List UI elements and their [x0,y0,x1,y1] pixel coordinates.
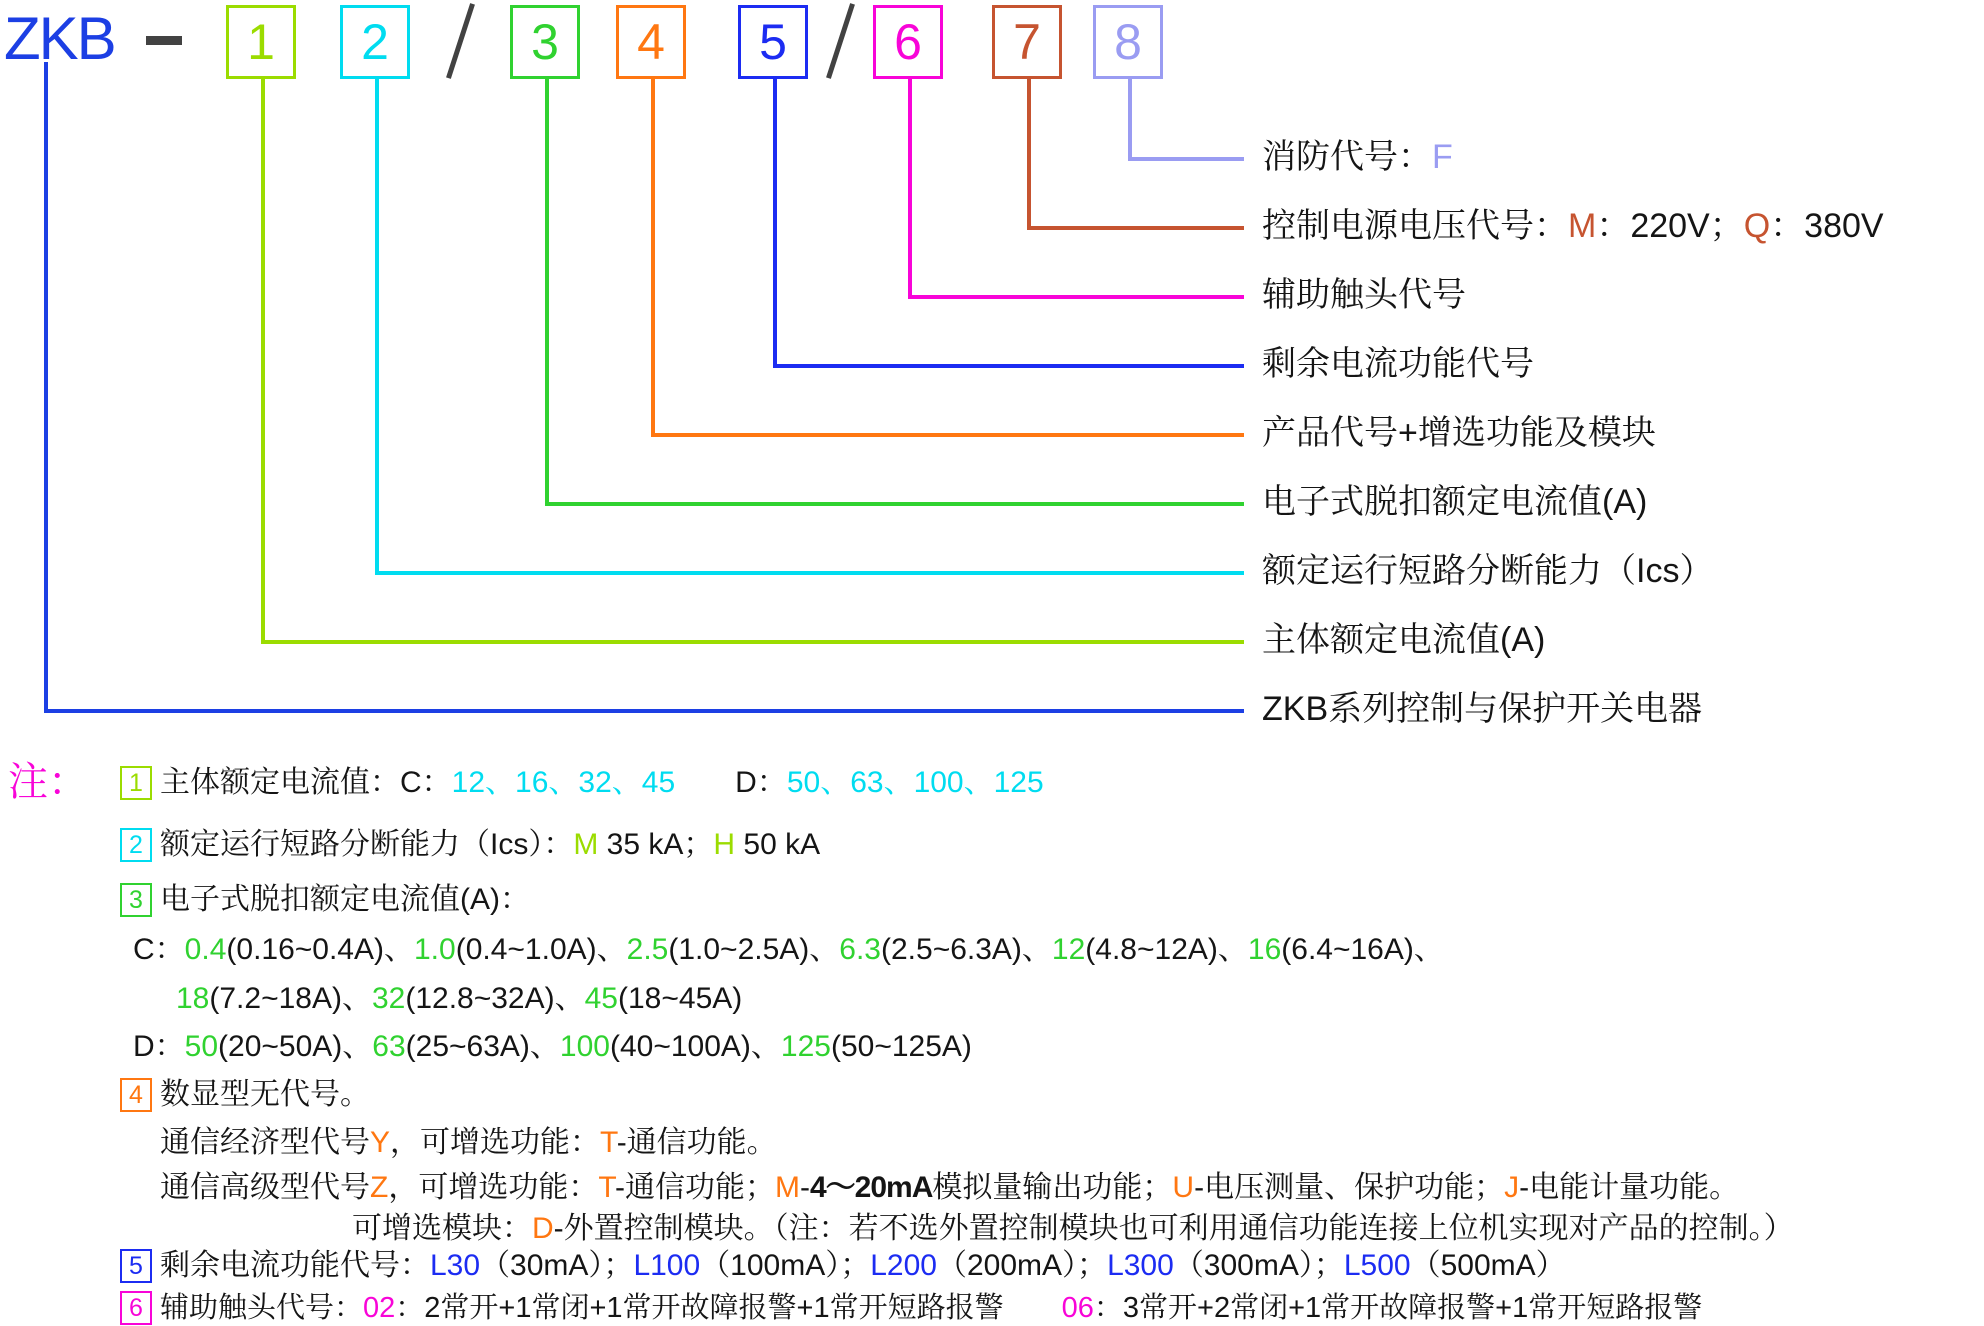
label-text: ：3常开+2常闭+1常开故障报警+1常开短路报警 [1093,1292,1703,1324]
label-text: 35 kA； [598,828,714,861]
label-text: D： [133,1030,185,1063]
code-box-digit: 5 [759,14,787,70]
code-box-digit: 2 [361,14,389,70]
code-value: H [713,828,736,861]
code-value: L30 [430,1249,481,1282]
label-text: (25~63A)、 [405,1030,560,1063]
label-text: 通信高级型代号 [160,1171,370,1204]
code-value: 12、16、32、45 [451,766,676,799]
code-value: J [1504,1171,1520,1204]
label-text: ，可增选功能： [388,1171,599,1204]
note-row-10 [352,1210,1794,1248]
label-text: ：220V； [1596,207,1744,245]
label-text: (0.16~0.4A)、 [226,933,414,966]
label-text: 剩余电流功能代号： [160,1249,430,1282]
connector-line-ZKB [44,62,1244,713]
code-value: 06 [1061,1292,1094,1324]
note-row-3 [160,881,530,919]
code-value: 32 [371,982,406,1015]
label-text: 数显型无代号。 [160,1078,370,1111]
label-text: 50 kA [735,828,821,861]
field-label-2 [1262,548,1713,594]
label-text: ，可增选功能： [390,1126,601,1159]
field-label-ZKB [1262,686,1702,732]
label-text: （100mA）； [700,1249,871,1282]
note-row-6 [133,1028,972,1066]
label-text: -电能计量功能。 [1519,1171,1740,1204]
label-text: 消防代号： [1262,138,1432,176]
note-index-digit: 3 [129,885,143,914]
code-box-digit: 4 [637,14,665,70]
code-value: 50、63、100、125 [786,766,1044,799]
model-prefix: ZKB [4,5,115,72]
note-row-12 [160,1289,1702,1326]
label-text: (4.8~12A)、 [1085,933,1248,966]
code-value: L500 [1343,1249,1411,1282]
code-value: T [600,1126,617,1159]
note-index-digit: 2 [129,830,143,859]
code-value: 125 [780,1030,831,1063]
label-text: 4～20mA [810,1171,933,1204]
label-text [1004,1292,1062,1324]
label-text: 可增选模块： [352,1212,532,1245]
label-text: (2.5~6.3A)、 [881,933,1052,966]
label-text: (20~50A)、 [218,1030,373,1063]
field-label-8 [1262,134,1453,180]
code-value: U [1172,1171,1195,1204]
label-text: -外置控制模块。（注：若不选外置控制模块也可利用通信功能连接上位机实现对产品的控制。） [553,1212,1794,1245]
code-value: 50 [184,1030,219,1063]
note-row-8 [160,1124,777,1162]
code-value: Z [370,1171,389,1204]
code-value: 18 [176,982,210,1015]
note-index-digit: 5 [129,1251,143,1280]
code-box-digit: 7 [1013,14,1041,70]
note-index-box-2 [120,828,152,862]
code-value: 45 [584,982,618,1015]
label-text: （30mA）； [480,1249,634,1282]
note-row-2 [160,826,820,864]
note-index-digit: 1 [129,768,143,797]
code-value: 100 [559,1030,610,1063]
code-value: 02 [363,1292,396,1324]
code-value: M [1568,207,1597,245]
code-box-digit: 3 [531,14,559,70]
label-text: -通信功能； [615,1171,775,1204]
note-row-7 [160,1076,370,1114]
code-value: 1.0 [414,933,456,966]
code-value: L300 [1107,1249,1174,1282]
note-index-box-5 [120,1249,152,1283]
note-index-box-1 [120,766,152,800]
code-value: L100 [633,1249,701,1282]
field-label-5 [1262,341,1534,387]
note-row-11 [160,1247,1566,1285]
label-text: 模拟量输出功能； [932,1171,1173,1204]
code-value: Y [370,1126,391,1159]
label-text: (7.2~18A)、 [209,982,372,1015]
code-box-digit: 8 [1114,14,1142,70]
label-text: (6.4~16A)、 [1281,933,1444,966]
label-text: 通信经济型代号 [160,1126,370,1159]
label-text: (1.0~2.5A)、 [668,933,840,966]
note-index-box-6 [120,1291,152,1325]
note-index-box-4 [120,1078,152,1112]
code-value: 2.5 [626,933,669,966]
code-value: Q [1743,207,1771,245]
label-text: （500mA） [1410,1249,1566,1282]
label-text: - [800,1171,810,1204]
label-text: -电压测量、保护功能； [1194,1171,1505,1204]
code-value: M [573,828,599,861]
label-text: 辅助触头代号： [160,1292,364,1324]
note-index-digit: 4 [129,1080,143,1109]
label-text: 产品代号+增选功能及模块 [1262,414,1656,452]
label-text: 电子式脱扣额定电流值(A)： [160,883,530,916]
code-value: 16 [1247,933,1282,966]
code-box-digit: 1 [247,14,275,70]
note-index-digit: 6 [129,1293,143,1322]
field-label-4 [1262,410,1656,456]
note-index-box-3 [120,883,152,917]
label-text: C： [133,933,185,966]
dash-separator [146,36,182,45]
label-text: 辅助触头代号 [1262,276,1466,314]
note-row-1 [160,764,1044,802]
code-value: 0.4 [184,933,227,966]
field-label-7 [1262,203,1884,249]
label-text: （200mA）； [937,1249,1108,1282]
label-text: 主体额定电流值： [160,766,400,799]
label-text: ：380V [1770,207,1884,245]
label-text: 主体额定电流值(A) [1262,621,1546,659]
note-row-9 [160,1169,1739,1207]
code-box-digit: 6 [894,14,922,70]
note-row-4 [133,931,1444,969]
code-value: L200 [870,1249,937,1282]
field-label-6 [1262,272,1466,318]
label-text: C： [400,766,452,799]
code-value: 6.3 [839,933,881,966]
label-text: (50~125A) [830,1030,972,1063]
label-text: (18~45A) [618,982,743,1015]
note-row-5 [176,980,742,1018]
label-text: ：2常开+1常闭+1常开故障报警+1常开短路报警 [395,1292,1004,1324]
label-text: (0.4~1.0A)、 [455,933,627,966]
code-value: 12 [1051,933,1086,966]
label-text: 控制电源电压代号： [1262,207,1568,245]
code-value: D [532,1212,554,1245]
label-text: D： [735,766,787,799]
label-text: 剩余电流功能代号 [1262,345,1534,383]
label-text [675,766,735,799]
label-text: -通信功能。 [616,1126,777,1159]
label-text: 额定运行短路分断能力（Ics） [1262,552,1714,590]
label-text: (40~100A)、 [609,1030,781,1063]
code-value: F [1432,138,1453,176]
label-text: ZKB系列控制与保护开关电器 [1262,690,1703,728]
code-value: T [598,1171,615,1204]
label-text: （300mA）； [1173,1249,1344,1282]
label-text: 电子式脱扣额定电流值(A) [1262,483,1648,521]
code-value: M [775,1171,800,1204]
label-text: (12.8~32A)、 [405,982,585,1015]
notes-heading: 注： [8,760,88,804]
label-text: 额定运行短路分断能力（Ics）： [160,828,574,861]
code-value: 63 [372,1030,406,1063]
field-label-3 [1262,479,1647,525]
field-label-1 [1262,617,1545,663]
